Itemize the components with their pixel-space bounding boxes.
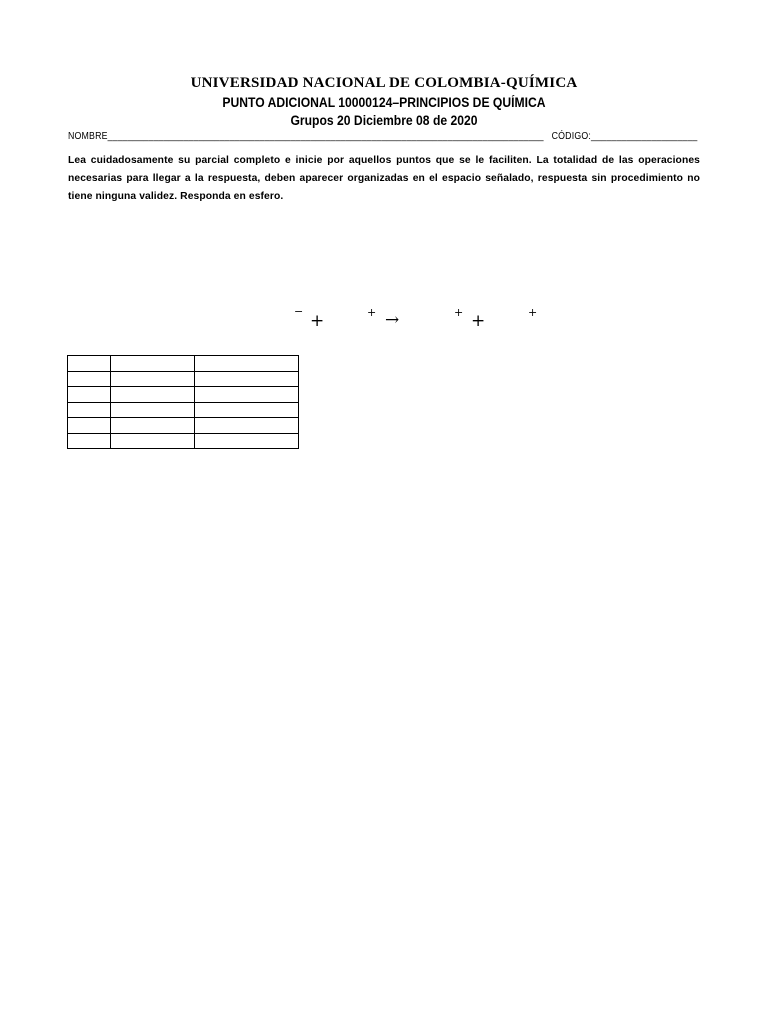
group-date: Grupos 20 Diciembre 08 de 2020 [290, 113, 478, 128]
table-cell[interactable] [68, 433, 111, 449]
table-cell[interactable] [195, 371, 299, 387]
table-cell[interactable] [195, 433, 299, 449]
equation-charge-minus: − [294, 305, 304, 318]
table-row [68, 418, 299, 434]
table-cell[interactable] [111, 418, 195, 434]
instructions-text: Lea cuidadosamente su parcial completo e inicie por aquellos puntos que se le faciliten. La totalidad de las operaciones necesarias para llegar a la respuesta, deben aparecer organizadas en el espacio señalado, respuesta sin procedimiento no tiene ninguna validez. Responda en esfero. [68, 155, 700, 202]
course-title: PUNTO ADICIONAL 10000124–PRINCIPIOS DE QUÍMICA [222, 95, 546, 110]
table-cell[interactable] [111, 402, 195, 418]
table-cell[interactable] [111, 387, 195, 403]
table-cell[interactable] [195, 356, 299, 372]
table-cell[interactable] [68, 402, 111, 418]
table-cell[interactable] [68, 418, 111, 434]
table-row [68, 433, 299, 449]
table-cell[interactable] [195, 387, 299, 403]
table-cell[interactable] [68, 356, 111, 372]
table-row [68, 387, 299, 403]
table-cell[interactable] [68, 387, 111, 403]
name-field[interactable]: ______________________________________________________________________________________ [107, 131, 544, 142]
name-code-row [68, 131, 697, 142]
equation-charge-plus-1: + [367, 306, 377, 319]
table-cell[interactable] [195, 402, 299, 418]
equation-charge-plus-2: + [454, 306, 464, 319]
data-table [67, 355, 299, 449]
equation-plus-1: + [310, 311, 325, 331]
table-cell[interactable] [68, 371, 111, 387]
table-row [68, 371, 299, 387]
equation-arrow: → [385, 310, 400, 330]
code-field[interactable]: _____________________ [591, 131, 698, 142]
equation-plus-2: + [471, 311, 486, 331]
name-label: NOMBRE [68, 131, 108, 142]
equation-charge-plus-3: + [528, 306, 538, 319]
table-cell[interactable] [111, 371, 195, 387]
university-title: UNIVERSIDAD NACIONAL DE COLOMBIA-QUÍMICA [190, 75, 578, 91]
table-row [68, 402, 299, 418]
table-row [68, 356, 299, 372]
code-label: CÓDIGO: [551, 131, 592, 142]
table-cell[interactable] [111, 433, 195, 449]
table-cell[interactable] [111, 356, 195, 372]
table-cell[interactable] [195, 418, 299, 434]
